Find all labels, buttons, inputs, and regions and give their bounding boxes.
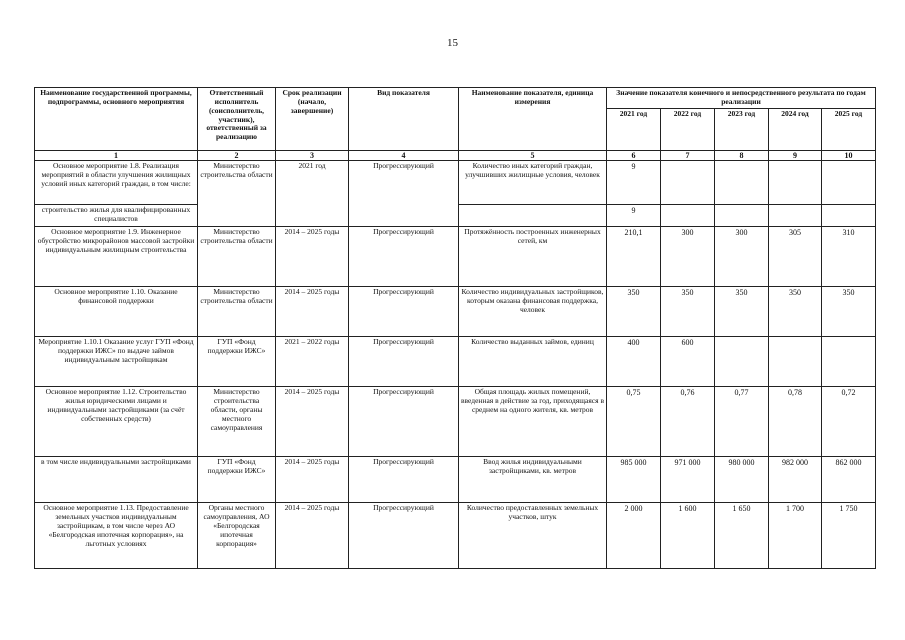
indicators-table — [34, 87, 876, 569]
indicator-cell: Общая площадь жилых помещений, введенная в действие за год, приходящаяся в среднем на одного жителя, кв. метров — [459, 387, 607, 457]
header-values-group: Значение показателя конечного и непосредственного результата по годам реализации — [607, 88, 876, 109]
value-cell — [715, 161, 769, 205]
value-cell: 0,72 — [822, 387, 876, 457]
value-cell: 2 000 — [607, 503, 661, 569]
value-cell: 862 000 — [822, 457, 876, 503]
type-cell: Прогрессирующий — [349, 227, 459, 287]
term-cell: 2021 – 2022 годы — [276, 337, 349, 387]
value-cell: 982 000 — [769, 457, 822, 503]
value-cell: 0,76 — [661, 387, 715, 457]
type-cell: Прогрессирующий — [349, 387, 459, 457]
table-row — [35, 287, 876, 337]
executor-cell: Министерство строительства области — [198, 227, 276, 287]
table-row — [35, 227, 876, 287]
value-cell — [822, 337, 876, 387]
value-cell: 985 000 — [607, 457, 661, 503]
value-cell: 971 000 — [661, 457, 715, 503]
value-cell: 350 — [822, 287, 876, 337]
value-cell: 300 — [715, 227, 769, 287]
header-year: 2021 год — [607, 108, 661, 150]
value-cell: 600 — [661, 337, 715, 387]
indicator-cell: Количество предоставленных земельных участков, штук — [459, 503, 607, 569]
header-executor: Ответственный исполнитель (соисполнитель, участник), ответственный за реализацию — [198, 88, 276, 151]
executor-cell: Министерство строительства области — [198, 161, 276, 227]
column-number: 2 — [198, 150, 276, 160]
header-indicator: Наименование показателя, единица измерения — [459, 88, 607, 151]
value-cell — [822, 205, 876, 227]
table-row — [35, 457, 876, 503]
value-cell: 0,75 — [607, 387, 661, 457]
program-cell: Мероприятие 1.10.1 Оказание услуг ГУП «Фонд поддержки ИЖС» по выдаче займов индивидуальным застройщикам — [35, 337, 198, 387]
value-cell: 1 750 — [822, 503, 876, 569]
column-number: 1 — [35, 150, 198, 160]
indicator-cell: Количество индивидуальных застройщиков, которым оказана финансовая поддержка, человек — [459, 287, 607, 337]
column-number: 4 — [349, 150, 459, 160]
value-cell: 350 — [715, 287, 769, 337]
column-number: 7 — [661, 150, 715, 160]
executor-cell: Министерство строительства области — [198, 287, 276, 337]
value-cell — [661, 205, 715, 227]
page-number: 15 — [447, 37, 458, 49]
indicator-cell: Количество выданных займов, единиц — [459, 337, 607, 387]
program-cell: Основное мероприятие 1.10. Оказание финансовой поддержки — [35, 287, 198, 337]
program-cell: Основное мероприятие 1.9. Инженерное обустройство микрорайонов массовой застройки индивидуальным жилищным строительства — [35, 227, 198, 287]
value-cell: 350 — [661, 287, 715, 337]
column-number: 6 — [607, 150, 661, 160]
program-cell: Основное мероприятие 1.13. Предоставление земельных участков индивидуальным застройщикам, в том числе через АО «Белгородская ипотечная корпорация», на льготных условиях — [35, 503, 198, 569]
header-term: Срок реализации (начало, завершение) — [276, 88, 349, 151]
header-type: Вид показателя — [349, 88, 459, 151]
term-cell: 2014 – 2025 годы — [276, 457, 349, 503]
table-row — [35, 337, 876, 387]
type-cell: Прогрессирующий — [349, 161, 459, 227]
value-cell: 0,77 — [715, 387, 769, 457]
term-cell: 2014 – 2025 годы — [276, 227, 349, 287]
column-number: 8 — [715, 150, 769, 160]
executor-cell: Органы местного самоуправления, АО «Белгородская ипотечная корпорация» — [198, 503, 276, 569]
executor-cell: ГУП «Фонд поддержки ИЖС» — [198, 457, 276, 503]
value-cell — [715, 337, 769, 387]
value-cell — [769, 337, 822, 387]
indicator-cell: Протяжённость построенных инженерных сетей, км — [459, 227, 607, 287]
program-cell: в том числе индивидуальными застройщиками — [35, 457, 198, 503]
type-cell: Прогрессирующий — [349, 503, 459, 569]
value-cell — [822, 161, 876, 205]
value-cell — [715, 205, 769, 227]
value-cell — [769, 205, 822, 227]
type-cell: Прогрессирующий — [349, 457, 459, 503]
executor-cell: Министерство строительства области, органы местного самоуправления — [198, 387, 276, 457]
header-year: 2024 год — [769, 108, 822, 150]
value-cell — [661, 161, 715, 205]
value-cell: 310 — [822, 227, 876, 287]
column-number: 10 — [822, 150, 876, 160]
term-cell: 2021 год — [276, 161, 349, 227]
header-year: 2022 год — [661, 108, 715, 150]
value-cell: 1 650 — [715, 503, 769, 569]
type-cell: Прогрессирующий — [349, 337, 459, 387]
value-cell: 9 — [607, 205, 661, 227]
header-year: 2025 год — [822, 108, 876, 150]
value-cell: 350 — [769, 287, 822, 337]
program-cell: Основное мероприятие 1.8. Реализация мероприятий в области улучшения жилищных условий иных категорий граждан, в том числе: — [35, 161, 198, 205]
column-number: 9 — [769, 150, 822, 160]
indicator-cell: Количество иных категорий граждан, улучшивших жилищные условия, человек — [459, 161, 607, 205]
indicator-cell — [459, 205, 607, 227]
term-cell: 2014 – 2025 годы — [276, 287, 349, 337]
indicator-cell: Ввод жилья индивидуальными застройщиками, кв. метров — [459, 457, 607, 503]
value-cell: 9 — [607, 161, 661, 205]
value-cell: 0,78 — [769, 387, 822, 457]
table-row — [35, 161, 876, 205]
value-cell: 1 600 — [661, 503, 715, 569]
header-program: Наименование государственной программы, подпрограммы, основного мероприятия — [35, 88, 198, 151]
column-number: 5 — [459, 150, 607, 160]
column-number: 3 — [276, 150, 349, 160]
value-cell: 350 — [607, 287, 661, 337]
value-cell: 980 000 — [715, 457, 769, 503]
term-cell: 2014 – 2025 годы — [276, 387, 349, 457]
table-row — [35, 387, 876, 457]
header-year: 2023 год — [715, 108, 769, 150]
term-cell: 2014 – 2025 годы — [276, 503, 349, 569]
value-cell — [769, 161, 822, 205]
value-cell: 305 — [769, 227, 822, 287]
value-cell: 400 — [607, 337, 661, 387]
value-cell: 210,1 — [607, 227, 661, 287]
value-cell: 1 700 — [769, 503, 822, 569]
type-cell: Прогрессирующий — [349, 287, 459, 337]
executor-cell: ГУП «Фонд поддержки ИЖС» — [198, 337, 276, 387]
value-cell: 300 — [661, 227, 715, 287]
table-row — [35, 503, 876, 569]
program-cell: строительство жилья для квалифицированных специалистов — [35, 205, 198, 227]
program-cell: Основное мероприятие 1.12. Строительство жилья юридическими лицами и индивидуальными застройщиками (за счёт собственных средств) — [35, 387, 198, 457]
